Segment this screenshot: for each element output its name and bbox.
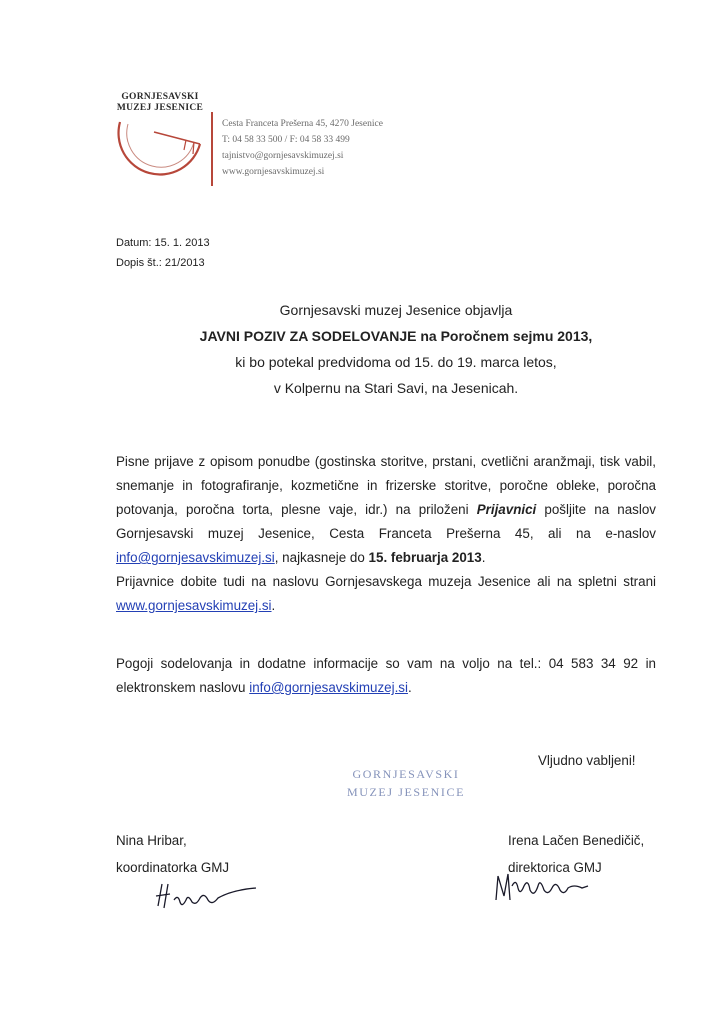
address-phone-fax: T: 04 58 33 500 / F: 04 58 33 499 — [222, 135, 350, 145]
signatory-right-name: Irena Lačen Benedičič, — [508, 833, 645, 848]
signatory-left — [116, 827, 229, 881]
contact-email-link[interactable]: info@gornjesavskimuzej.si — [249, 680, 408, 695]
p1-text-d: . — [481, 550, 486, 565]
letterhead-address — [222, 116, 383, 180]
p3-text-a: Pogoji sodelovanja in dodatne informacije so vam na voljo na tel.: 04 583 34 92 in elektronskem naslovu — [116, 656, 656, 695]
email-link[interactable]: info@gornjesavskimuzej.si — [116, 550, 275, 565]
signatory-left-role: koordinatorka GMJ — [116, 860, 230, 875]
prijavnica-link-text: Prijavnici — [476, 502, 537, 517]
letterhead-divider — [211, 112, 213, 186]
logo-title-line2: MUZEJ JESENICE — [116, 103, 204, 113]
heading-line4: v Kolpernu na Stari Savi, na Jesenicah. — [273, 380, 519, 396]
p3-text-b: . — [407, 680, 412, 695]
museum-stamp — [336, 765, 476, 801]
p1-text-c: , najkasneje do — [274, 550, 369, 565]
signatory-right-role: direktorica GMJ — [508, 860, 602, 875]
letter-date: Datum: 15. 1. 2013 — [116, 237, 210, 249]
logo-title-line1: GORNJESAVSKI — [121, 92, 199, 102]
letter-reference: Dopis št.: 21/2013 — [116, 257, 205, 269]
handwritten-signature-right — [490, 866, 600, 910]
stamp-line1: GORNJESAVSKI — [352, 767, 460, 781]
letter-meta — [116, 233, 210, 273]
body-paragraph-1 — [116, 450, 656, 618]
p2-text-b: . — [271, 598, 276, 613]
closing-greeting: Vljudno vabljeni! — [538, 753, 636, 768]
handwritten-signature-left — [152, 876, 262, 916]
address-website: www.gornjesavskimuzej.si — [222, 167, 325, 177]
museum-logo — [110, 92, 210, 192]
p2-text-a: Prijavnice dobite tudi na naslovu Gornjesavskega muzeja Jesenice ali na spletni strani — [116, 574, 656, 589]
deadline-date: 15. februarja 2013 — [368, 550, 482, 565]
logo-emblem-icon — [114, 114, 206, 186]
stamp-line2: MUZEJ JESENICE — [346, 785, 466, 799]
heading-event: na Poročnem sejmu 2013, — [416, 328, 593, 344]
announcement-heading — [120, 297, 672, 401]
p1-text-b: pošljite na naslov Gornjesavski muzej Jesenice, Cesta Franceta Prešerna 45, ali na e-naslov — [116, 502, 656, 541]
p1-text-a: Pisne prijave z opisom ponudbe (gostinska storitve, prstani, cvetlični aranžmaji, tisk vabil, snemanje in fotografiranje, kozmetične in frizerske storitve, poročne obleke, poročna potovanja, poročna torta, plesne vaje, idr.) na priloženi — [116, 454, 656, 517]
signatory-left-name: Nina Hribar, — [116, 833, 187, 848]
website-link[interactable]: www.gornjesavskimuzej.si — [116, 598, 272, 613]
heading-line1: Gornjesavski muzej Jesenice objavlja — [279, 302, 513, 318]
body-paragraph-2 — [116, 652, 656, 700]
heading-line3: ki bo potekal predvidoma od 15. do 19. marca letos, — [235, 354, 557, 370]
address-street: Cesta Franceta Prešerna 45, 4270 Jesenice — [222, 119, 383, 129]
heading-line2 — [120, 323, 672, 349]
heading-call-title: JAVNI POZIV ZA SODELOVANJE — [199, 328, 417, 344]
address-email: tajnistvo@gornjesavskimuzej.si — [222, 151, 344, 161]
